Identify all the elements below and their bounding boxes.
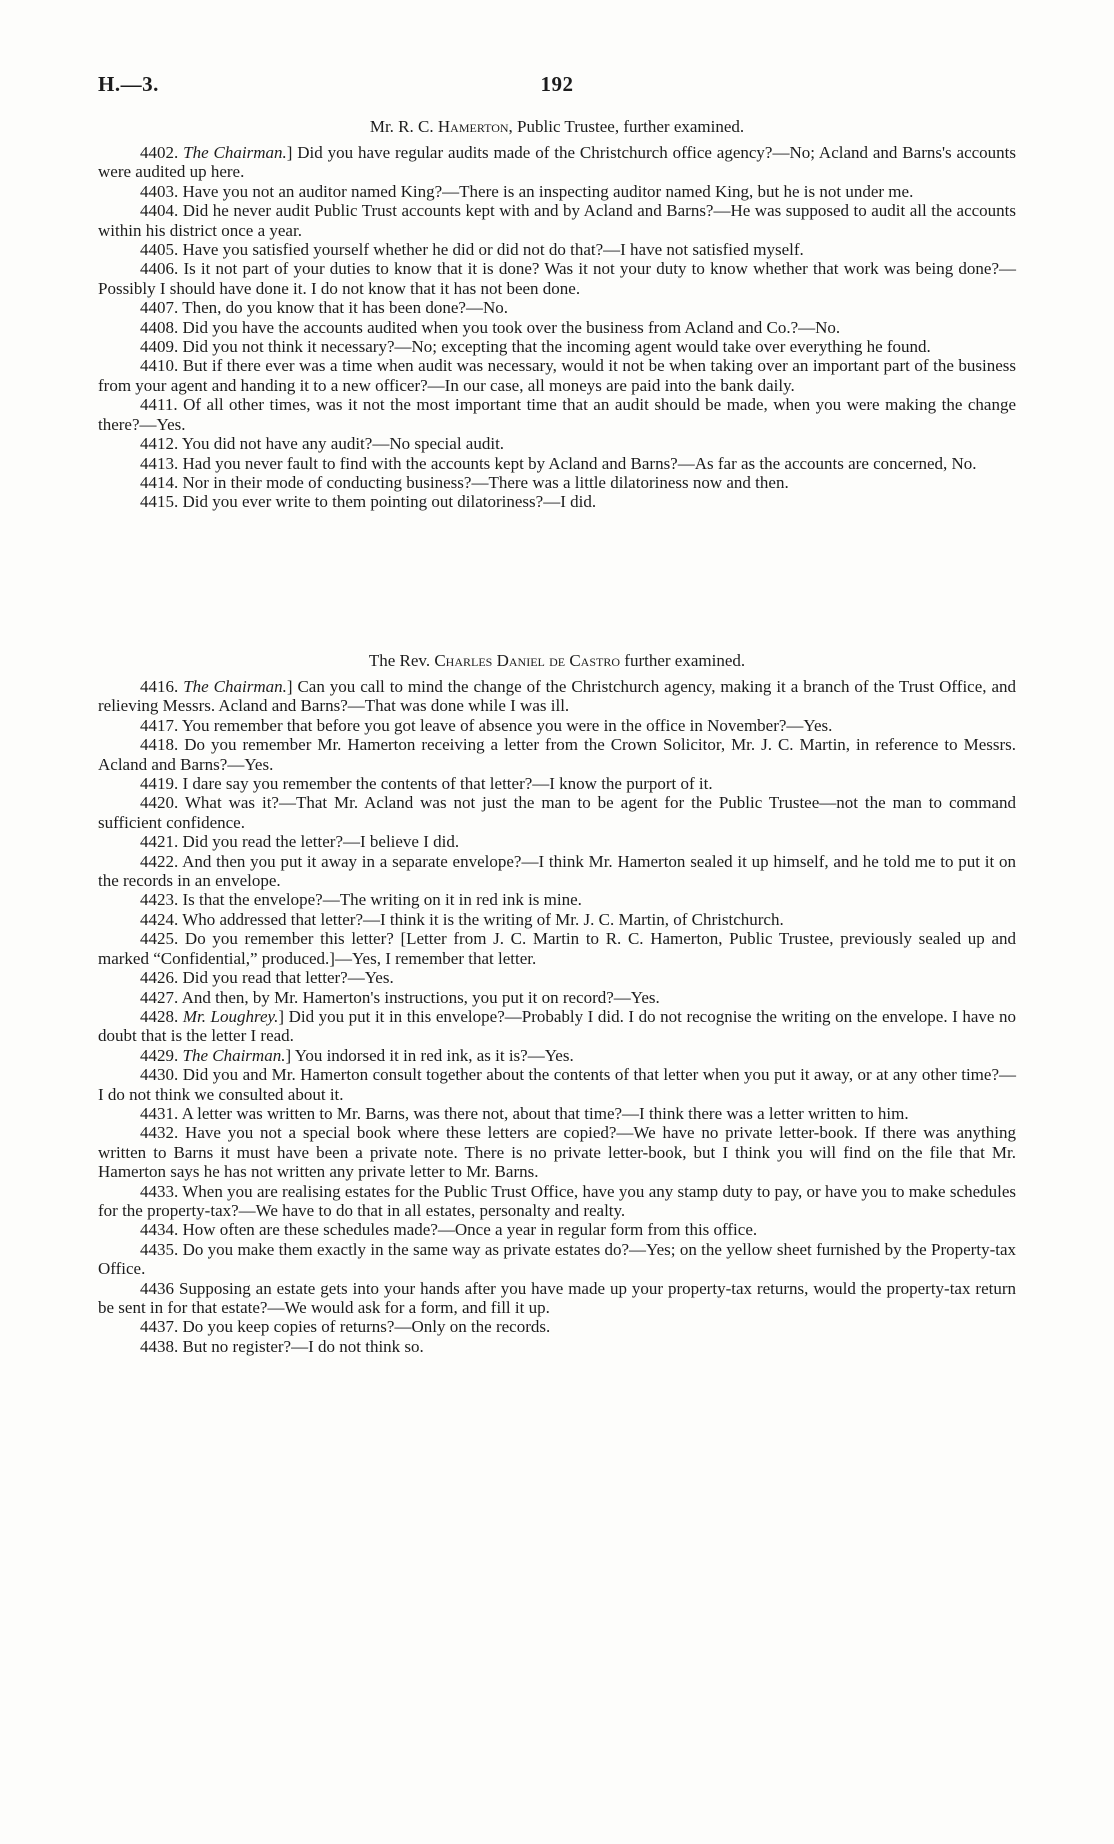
question-number: 4405. (140, 240, 179, 260)
question-text: Did you have the accounts audited when you took over the business from Acland and Co.?—No. (182, 317, 841, 337)
question-text: You did not have any audit?—No special audit. (181, 434, 505, 454)
question-number: 4435. (140, 1239, 179, 1259)
question-number: 4429. (140, 1045, 179, 1065)
question-text: Did you read the letter?—I believe I did. (182, 832, 460, 852)
question-paragraph (98, 677, 1016, 716)
question-paragraph (98, 1104, 1016, 1123)
question-text: Is it not part of your duties to know that it is done? Was it not your duty to know whether that work was being done?—Possibly I should have done it. I do not know that it has not been done. (98, 259, 1017, 298)
question-number: 4411. (140, 395, 178, 415)
question-text: But if there ever was a time when audit was necessary, would it not be when taking over an important part of the business from your agent and handing it to a new officer?—In our case, all moneys are paid into the bank daily. (98, 356, 1017, 395)
question-number: 4417. (140, 715, 179, 735)
question-number: 4436 (140, 1278, 174, 1298)
question-number: 4404. (140, 201, 179, 221)
witness-name: Hamerton (437, 117, 509, 136)
question-text: Had you never fault to find with the accounts kept by Acland and Barns?—As far as the accounts are concerned, No. (182, 453, 977, 473)
question-number: 4420. (140, 793, 179, 813)
question-paragraph (98, 988, 1016, 1007)
question-number: 4412. (140, 434, 179, 454)
question-number: 4415. (140, 492, 179, 512)
question-text: Did you read that letter?—Yes. (182, 968, 394, 988)
question-text: Did he never audit Public Trust accounts kept with and by Acland and Barns?—He was supposed to audit all the accounts within his district once a year. (98, 201, 1017, 240)
question-text: Have you satisfied yourself whether he did or did not do that?—I have not satisfied myself. (182, 240, 804, 260)
question-paragraph (98, 298, 1016, 317)
question-paragraph (98, 1279, 1016, 1318)
question-text: A letter was written to Mr. Barns, was there not, about that time?—I think there was a letter written to him. (181, 1103, 909, 1123)
question-text: Have you not an auditor named King?—There is an inspecting auditor named King, but he is not under me. (182, 181, 914, 201)
question-number: 4407. (140, 298, 179, 318)
section-de-castro (98, 651, 1016, 1356)
question-text: Do you make them exactly in the same way as private estates do?—Yes; on the yellow sheet furnished by the Property-tax Office. (98, 1239, 1016, 1279)
question-number: 4423. (140, 890, 179, 910)
speaker-name: The Chairman. (183, 143, 287, 162)
question-number: 4428. (140, 1006, 179, 1026)
question-text: Have you not a special book where these letters are copied?—We have no private letter-book. If there was anything written to Barns it must have been a private note. There is no private letter-book, but I think you will find on the file that Mr. Hamerton says he has not written any private letter to Mr. Barns. (98, 1123, 1016, 1182)
question-number: 4433. (140, 1181, 179, 1201)
question-paragraph (98, 337, 1016, 356)
question-text: You remember that before you got leave of absence you were in the office in November?—Yes. (181, 715, 833, 735)
question-text: And then, by Mr. Hamerton's instructions, you put it on record?—Yes. (181, 987, 660, 1007)
question-text: Nor in their mode of conducting business?—There was a little dilatoriness now and then. (182, 472, 789, 492)
question-number: 4422. (140, 851, 179, 871)
speaker-name: The Chairman. (183, 677, 287, 696)
question-number: 4424. (140, 909, 179, 929)
question-number: 4434. (140, 1220, 179, 1240)
question-text: When you are realising estates for the Public Trust Office, have you any stamp duty to pay, or have you to make schedules for the property-tax?—We have to do that in all estates, personalty and realty. (98, 1181, 1016, 1220)
question-paragraph (98, 1240, 1016, 1279)
question-paragraph (98, 1182, 1016, 1221)
speaker-name: The Chairman. (182, 1045, 286, 1065)
speaker-name: Mr. Loughrey. (182, 1006, 279, 1026)
question-number: 4427. (140, 987, 179, 1007)
question-number: 4418. (140, 735, 179, 755)
question-number: 4430. (140, 1065, 179, 1085)
question-paragraph (98, 1007, 1016, 1046)
question-text: ] Can you call to mind the change of the Christchurch agency, making it a branch of the Trust Office, and relieving Messrs. Acland and Barns?—That was done while I was ill. (98, 677, 1016, 716)
question-number: 4416. (140, 677, 179, 696)
question-number: 4432. (140, 1123, 179, 1143)
page-number: 192 (540, 72, 574, 96)
heading-prefix: The Rev. (368, 651, 435, 670)
question-text: Who addressed that letter?—I think it is the writing of Mr. J. C. Martin, of Christchurch. (182, 909, 784, 929)
question-number: 4438. (140, 1336, 179, 1356)
question-paragraph (98, 929, 1016, 968)
question-paragraph (98, 473, 1016, 492)
section-hamerton (98, 117, 1016, 512)
question-paragraph (98, 395, 1016, 434)
section-heading (98, 117, 1016, 137)
question-number: 4431. (140, 1103, 179, 1123)
question-paragraph (98, 492, 1016, 511)
question-text: Did you and Mr. Hamerton consult together about the contents of that letter when you put it away, or at any other time?—I do not think we consulted about it. (98, 1065, 1016, 1104)
question-text: But no register?—I do not think so. (182, 1336, 424, 1356)
heading-suffix: further examined. (620, 651, 746, 670)
question-number: 4408. (140, 317, 179, 337)
question-paragraph (98, 793, 1016, 832)
question-paragraph (98, 259, 1016, 298)
question-text: Do you remember this letter? [Letter from J. C. Martin to R. C. Hamerton, Public Trustee, previously sealed up and marked “Confidential,” produced.]—Yes, I remember that letter. (98, 929, 1017, 968)
question-number: 4406. (140, 259, 179, 279)
question-paragraph (98, 774, 1016, 793)
question-text: How often are these schedules made?—Once a year in regular form from this office. (182, 1220, 758, 1240)
question-paragraph (98, 201, 1016, 240)
question-text: Supposing an estate gets into your hands after you have made up your property-tax returns, would the property-tax return be sent in for that estate?—We would ask for a form, and fill it up. (98, 1278, 1017, 1317)
question-paragraph (98, 240, 1016, 259)
question-paragraph (98, 910, 1016, 929)
question-number: 4426. (140, 968, 179, 988)
question-paragraph (98, 735, 1016, 774)
question-paragraph (98, 1317, 1016, 1336)
question-number: 4414. (140, 472, 179, 492)
question-number: 4413. (140, 453, 179, 473)
question-number: 4425. (140, 929, 179, 949)
question-paragraph (98, 434, 1016, 453)
heading-suffix: , Public Trustee, further examined. (508, 117, 745, 136)
question-text: Of all other times, was it not the most important time that an audit should be made, when you were making the change there?—Yes. (98, 395, 1016, 434)
question-paragraph (98, 852, 1016, 891)
question-text: Did you not think it necessary?—No; excepting that the incoming agent would take over everything he found. (182, 337, 931, 357)
question-paragraph (98, 1046, 1016, 1065)
question-paragraph (98, 1337, 1016, 1356)
question-list (98, 143, 1016, 512)
question-paragraph (98, 716, 1016, 735)
question-text: Do you remember Mr. Hamerton receiving a letter from the Crown Solicitor, Mr. J. C. Martin, in reference to Messrs. Acland and Barns?—Yes. (98, 735, 1017, 774)
question-paragraph (98, 318, 1016, 337)
question-text: Then, do you know that it has been done?—No. (182, 298, 508, 318)
question-paragraph (98, 454, 1016, 473)
question-paragraph (98, 143, 1016, 182)
question-text: Did you ever write to them pointing out dilatoriness?—I did. (182, 492, 597, 512)
question-list (98, 677, 1016, 1356)
heading-prefix: Mr. R. C. (369, 117, 438, 136)
question-text: And then you put it away in a separate envelope?—I think Mr. Hamerton sealed it up himself, and he told me to put it on the records in an envelope. (98, 851, 1016, 891)
question-text: ] Did you put it in this envelope?—Probably I did. I do not recognise the writing on the envelope. I have no doubt that is the letter I read. (98, 1006, 1016, 1046)
question-text: Is that the envelope?—The writing on it in red ink is mine. (182, 890, 582, 910)
question-text: What was it?—That Mr. Acland was not just the man to be agent for the Public Trustee—not the man to command sufficient confidence. (98, 793, 1016, 832)
question-paragraph (98, 968, 1016, 987)
question-text: I dare say you remember the contents of that letter?—I know the purport of it. (182, 774, 713, 794)
question-paragraph (98, 1123, 1016, 1181)
witness-name: Charles Daniel de Castro (434, 651, 621, 670)
question-number: 4421. (140, 832, 179, 852)
question-number: 4419. (140, 774, 179, 794)
question-number: 4402. (140, 143, 179, 162)
question-paragraph (98, 1220, 1016, 1239)
question-paragraph (98, 890, 1016, 909)
question-paragraph (98, 1065, 1016, 1104)
question-text: Do you keep copies of returns?—Only on the records. (182, 1317, 551, 1337)
question-paragraph (98, 356, 1016, 395)
question-number: 4409. (140, 337, 179, 357)
question-number: 4437. (140, 1317, 179, 1337)
section-heading (98, 651, 1016, 671)
question-text: ] You indorsed it in red ink, as it is?—Yes. (285, 1045, 574, 1065)
question-number: 4410. (140, 356, 179, 376)
question-number: 4403. (140, 181, 179, 201)
series-code: H.—3. (98, 72, 159, 96)
question-text: ] Did you have regular audits made of the Christchurch office agency?—No; Acland and Barns's accounts were audited up here. (98, 143, 1017, 182)
question-paragraph (98, 182, 1016, 201)
question-paragraph (98, 832, 1016, 851)
